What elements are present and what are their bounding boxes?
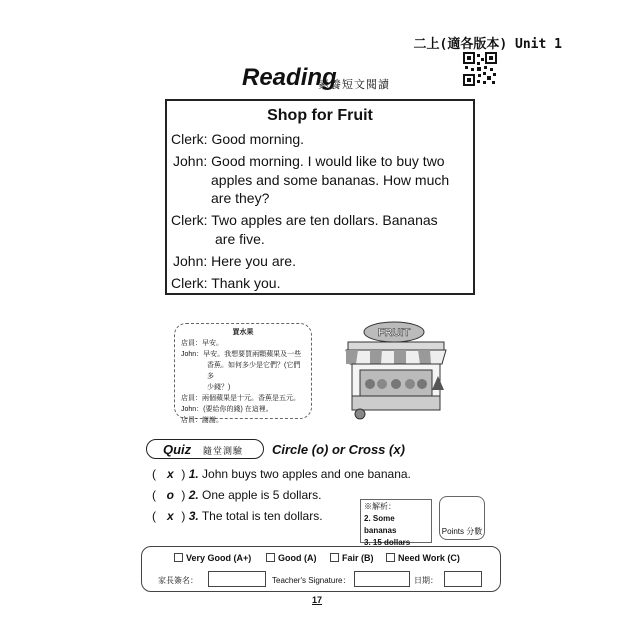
translation-title: 買水果 <box>232 329 254 336</box>
story-line: Clerk: Two apples are ten dollars. Bananas <box>171 212 438 228</box>
rating-very-good[interactable] <box>174 553 251 563</box>
stall-sign-text: FRUIT <box>377 327 411 339</box>
rating-label: Fair (B) <box>342 553 374 563</box>
quiz-title: Quiz <box>163 442 192 457</box>
reading-subtitle: 素養短文閱讀 <box>318 79 390 91</box>
story-line: John: Good morning. I would like to buy two <box>173 153 445 169</box>
analysis-title: ※解析： <box>364 502 396 511</box>
analysis-box <box>360 499 432 547</box>
story-line: Clerk: Thank you. <box>171 275 281 291</box>
quiz-question: ( x ) 3. The total is ten dollars. <box>152 509 323 523</box>
translation-box <box>174 323 312 424</box>
translation-line: 少錢？) <box>207 384 231 391</box>
question-number: 3. <box>188 509 199 523</box>
checkbox-icon <box>266 553 275 562</box>
quiz-answer[interactable]: x <box>167 509 174 523</box>
story-line: apples and some bananas. How much <box>211 172 450 188</box>
translation-line: 店員：兩個蘋果是十元。香蕉是五元。 <box>181 395 300 402</box>
question-number: 1. <box>188 467 199 481</box>
translation-line: 店員：早安。 <box>181 340 223 347</box>
translation-line: John：早安。我想要買兩顆蘋果及一些 <box>181 351 302 358</box>
quiz-answer[interactable]: x <box>167 467 174 481</box>
page-number: 17 <box>312 595 323 605</box>
points-label: Points 分數 <box>441 527 483 536</box>
translation-line: 店員：謝謝。 <box>181 417 223 424</box>
quiz-question: ( x ) 1. John buys two apples and one banana. <box>152 467 411 481</box>
story-box <box>165 99 475 295</box>
header-unit: 二上(適各版本) Unit 1 <box>413 37 562 52</box>
question-number: 2. <box>188 488 199 502</box>
rating-label: Very Good (A+) <box>186 553 252 563</box>
evaluation-box <box>141 546 501 592</box>
checkbox-icon <box>174 553 183 562</box>
rating-label: Need Work (C) <box>398 553 460 563</box>
story-line: John: Here you are. <box>173 253 296 269</box>
qr-code-icon <box>463 52 497 86</box>
story-title: Shop for Fruit <box>267 107 373 124</box>
rating-need-work[interactable] <box>386 553 460 563</box>
fruit-stall-illustration <box>340 320 452 420</box>
story-line: are they? <box>211 190 270 206</box>
date-label: 日期： <box>414 576 438 585</box>
translation-line: John：(要給你的錢) 在這裡。 <box>181 406 273 413</box>
analysis-line: 3. 15 dollars <box>364 538 411 547</box>
teacher-signature-field[interactable] <box>354 571 410 587</box>
rating-fair[interactable] <box>330 553 374 563</box>
story-line: Clerk: Good morning. <box>171 131 305 147</box>
quiz-label <box>146 439 264 459</box>
parent-signature-label: 家長簽名： <box>158 576 198 585</box>
parent-signature-field[interactable] <box>208 571 266 587</box>
rating-good[interactable] <box>266 553 317 563</box>
rating-label: Good (A) <box>278 553 317 563</box>
analysis-line: 2. Some bananas <box>364 514 397 535</box>
story-line: are five. <box>215 231 265 247</box>
points-box[interactable] <box>439 496 485 540</box>
checkbox-icon <box>330 553 339 562</box>
teacher-signature-label: Teacher's Signature： <box>272 576 351 585</box>
quiz-answer[interactable]: o <box>166 488 175 502</box>
quiz-instruction: Circle (o) or Cross (x) <box>272 442 405 457</box>
reading-title: Reading <box>242 64 337 91</box>
checkbox-icon <box>386 553 395 562</box>
quiz-question: ( o ) 2. One apple is 5 dollars. <box>152 488 322 502</box>
translation-line: 香蕉。如何多少是它們？(它們多 <box>207 362 301 380</box>
question-text: John buys two apples and one banana. <box>202 467 411 481</box>
quiz-subtitle: 隨堂測驗 <box>203 446 244 456</box>
date-field[interactable] <box>444 571 482 587</box>
question-text: The total is ten dollars. <box>201 509 323 523</box>
question-text: One apple is 5 dollars. <box>202 488 322 502</box>
